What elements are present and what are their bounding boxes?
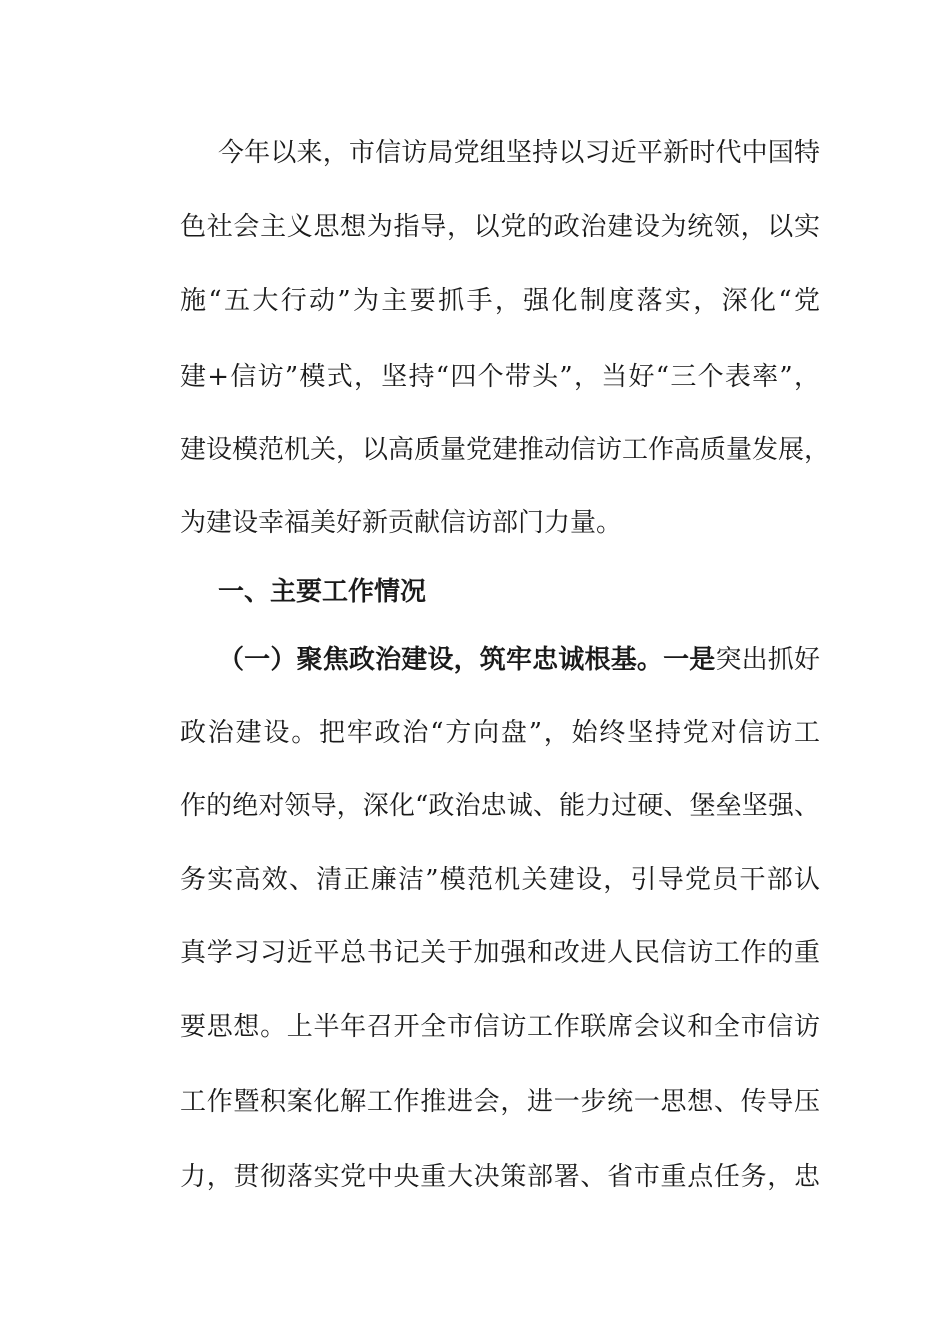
- subsection-title: （一）聚焦政治建设，筑牢忠诚根基。一是: [218, 645, 716, 675]
- paragraph-line: 建设模范机关，以高质量党建推动信访工作高质量发展，: [180, 435, 831, 465]
- paragraph-line: 真学习习近平总书记关于加强和改进人民信访工作的重: [180, 938, 820, 968]
- paragraph-line: [218, 644, 820, 676]
- section-heading: 一、主要工作情况: [218, 577, 427, 607]
- paragraph-text: 突出抓好: [715, 645, 820, 675]
- paragraph-line: 务实高效、清正廉洁”模范机关建设，引导党员干部认: [180, 865, 820, 895]
- paragraph-line: 力，贯彻落实党中央重大决策部署、省市重点任务，忠: [180, 1162, 820, 1192]
- paragraph-line: 工作暨积案化解工作推进会，进一步统一思想、传导压: [180, 1087, 820, 1117]
- paragraph-line: 建+信访”模式，坚持“四个带头”，当好“三个表率”，: [180, 362, 820, 392]
- paragraph-line: 为建设幸福美好新贡献信访部门力量。: [180, 508, 623, 538]
- paragraph-line: 作的绝对领导，深化“政治忠诚、能力过硬、堡垒坚强、: [180, 791, 820, 821]
- paragraph-line: 施“五大行动”为主要抓手，强化制度落实，深化“党: [180, 286, 820, 316]
- paragraph-line: 今年以来，市信访局党组坚持以习近平新时代中国特: [218, 138, 820, 168]
- paragraph-line: 色社会主义思想为指导，以党的政治建设为统领，以实: [180, 212, 820, 242]
- paragraph-line: 要思想。上半年召开全市信访工作联席会议和全市信访: [180, 1012, 820, 1042]
- paragraph-line: 政治建设。把牢政治“方向盘”，始终坚持党对信访工: [180, 718, 820, 748]
